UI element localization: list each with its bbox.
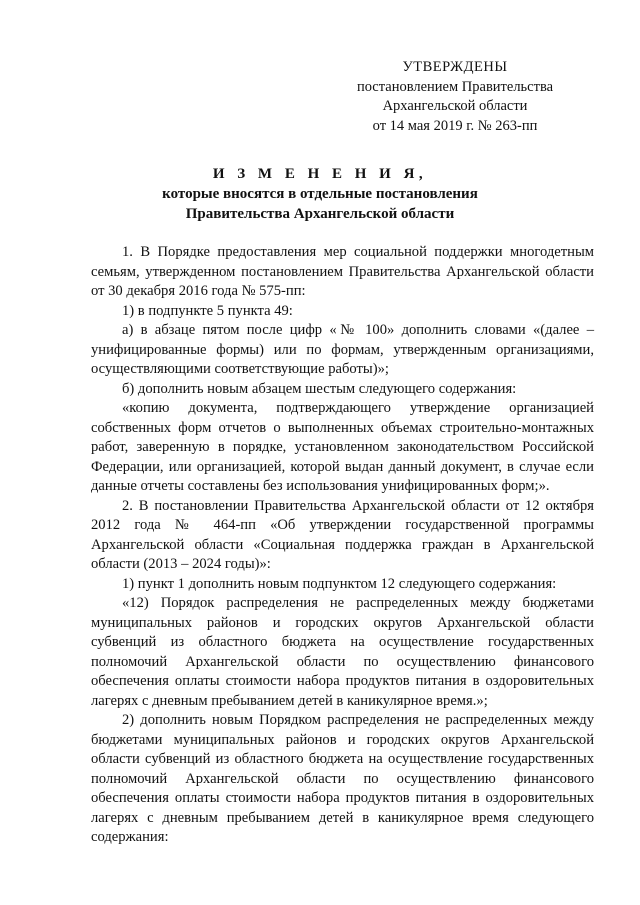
title-subtitle: Правительства Архангельской области bbox=[185, 206, 455, 222]
paragraph: «12) Порядок распределения не распределенных между бюджетами муниципальных районов и городских округов Архангельской области субвенций из областного бюджета на осуществление государственных полномочий Архангельской области по осуществлению финансового обеспечения оплаты стоимости набора продуктов питания в оздоровительных лагерях с дневным пребыванием детей в каникулярное время.»; bbox=[91, 595, 594, 709]
paragraph: 2) дополнить новым Порядком распределения не распределенных между бюджетами муниципальных районов и городских округов Архангельской области субвенций из областного бюджета на осуществление государственных полномочий Архангельской области по осуществлению финансового обеспечения оплаты стоимости набора продуктов питания в оздоровительных лагерях с дневным пребыванием детей в каникулярное время следующего содержания: bbox=[91, 712, 594, 845]
paragraph: а) в абзаце пятом после цифр «№ 100» дополнить словами «(далее – унифицированные формы) или по формам, утвержденным организациями, осуществляющими соответствующие работы)»; bbox=[91, 322, 594, 377]
title-heading: И З М Е Н Е Н И Я, bbox=[212, 166, 428, 182]
approval-heading: УТВЕРЖДЕНЫ bbox=[402, 59, 508, 75]
document-body bbox=[91, 243, 594, 848]
paragraph: 2. В постановлении Правительства Архангельской области от 12 октября 2012 года № 464-пп «Об утверждении государственной программы Архангельской области «Социальная поддержка граждан в Архангельской области (2013 – 2024 годы)»: bbox=[91, 497, 594, 572]
paragraph: б) дополнить новым абзацем шестым следующего содержания: bbox=[122, 380, 517, 397]
approval-line: постановлением Правительства bbox=[356, 78, 554, 95]
title-subtitle: которые вносятся в отдельные постановления bbox=[162, 186, 478, 202]
paragraph: 1. В Порядке предоставления мер социальной поддержки многодетным семьям, утвержденном постановлением Правительства Архангельской области от 30 декабря 2016 года № 575-пп: bbox=[91, 244, 594, 299]
paragraph: 1) в подпункте 5 пункта 49: bbox=[122, 302, 293, 319]
approval-stamp bbox=[330, 58, 580, 136]
document-title bbox=[70, 164, 570, 224]
approval-line: Архангельской области bbox=[382, 98, 528, 114]
approval-date-line: от 14 мая 2019 г. № 263-пп bbox=[372, 117, 538, 134]
paragraph: 1) пункт 1 дополнить новым подпунктом 12 следующего содержания: bbox=[122, 575, 557, 592]
paragraph: «копию документа, подтверждающего утверждение организацией собственных форм отчетов о выполненных объемах строительно-монтажных работ, заверенную в порядке, установленном законодательством Российской Федерации, или организацией, которой выдан данный документ, в случае если данные отчеты составлены без использования унифицированных форм;». bbox=[91, 400, 594, 494]
